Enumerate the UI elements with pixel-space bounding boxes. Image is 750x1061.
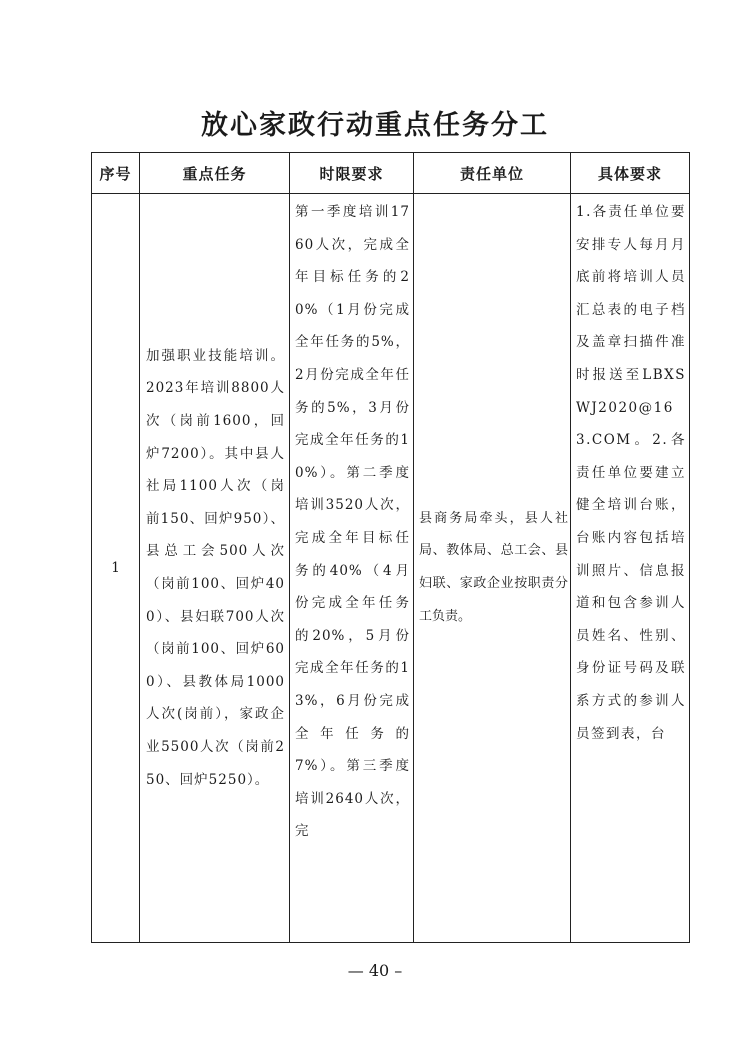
cell-task: 加强职业技能培训。2023年培训8800人次（岗前1600，回炉7200）。其中县人社局1100人次（岗前150、回炉950）、县总工会500人次（岗前100、回炉400）、县妇联700人次（岗前100、回炉600）、县教体局1000人次(岗前），家政企业5500人次（岗前250、回炉5250）。 xyxy=(140,194,290,943)
cell-deadline: 第一季度培训1760人次，完成全年目标任务的20%（1月份完成全年任务的5%，2月份完成全年任务的5%，3月份完成全年任务的10%）。第二季度培训3520人次，完成全年目标任务的40%（4月份完成全年任务的20%，5月份完成全年任务的13%，6月份完成全年任务的7%）。第三季度培训2640人次，完 xyxy=(290,194,414,943)
page-number: — 40 – xyxy=(347,961,403,980)
cell-seq: 1 xyxy=(92,194,140,943)
cell-requirement: 1.各责任单位要安排专人每月月底前将培训人员汇总表的电子档及盖章扫描件准时报送至LBXSWJ2020@163.COM。2.各责任单位要建立健全培训台账，台账内容包括培训照片、信息报道和包含参训人员姓名、性别、身份证号码及联系方式的参训人员签到表，台 xyxy=(571,194,690,943)
task-table xyxy=(91,152,690,943)
table-header-row xyxy=(92,153,690,194)
header-unit: 责任单位 xyxy=(414,153,571,194)
header-requirement: 具体要求 xyxy=(571,153,690,194)
page-title: 放心家政行动重点任务分工 xyxy=(201,110,549,141)
header-seq: 序号 xyxy=(92,153,140,194)
table-row xyxy=(92,194,690,943)
header-deadline: 时限要求 xyxy=(290,153,414,194)
header-task: 重点任务 xyxy=(140,153,290,194)
cell-unit: 县商务局牵头，县人社局、教体局、总工会、县妇联、家政企业按职责分工负责。 xyxy=(414,194,571,943)
